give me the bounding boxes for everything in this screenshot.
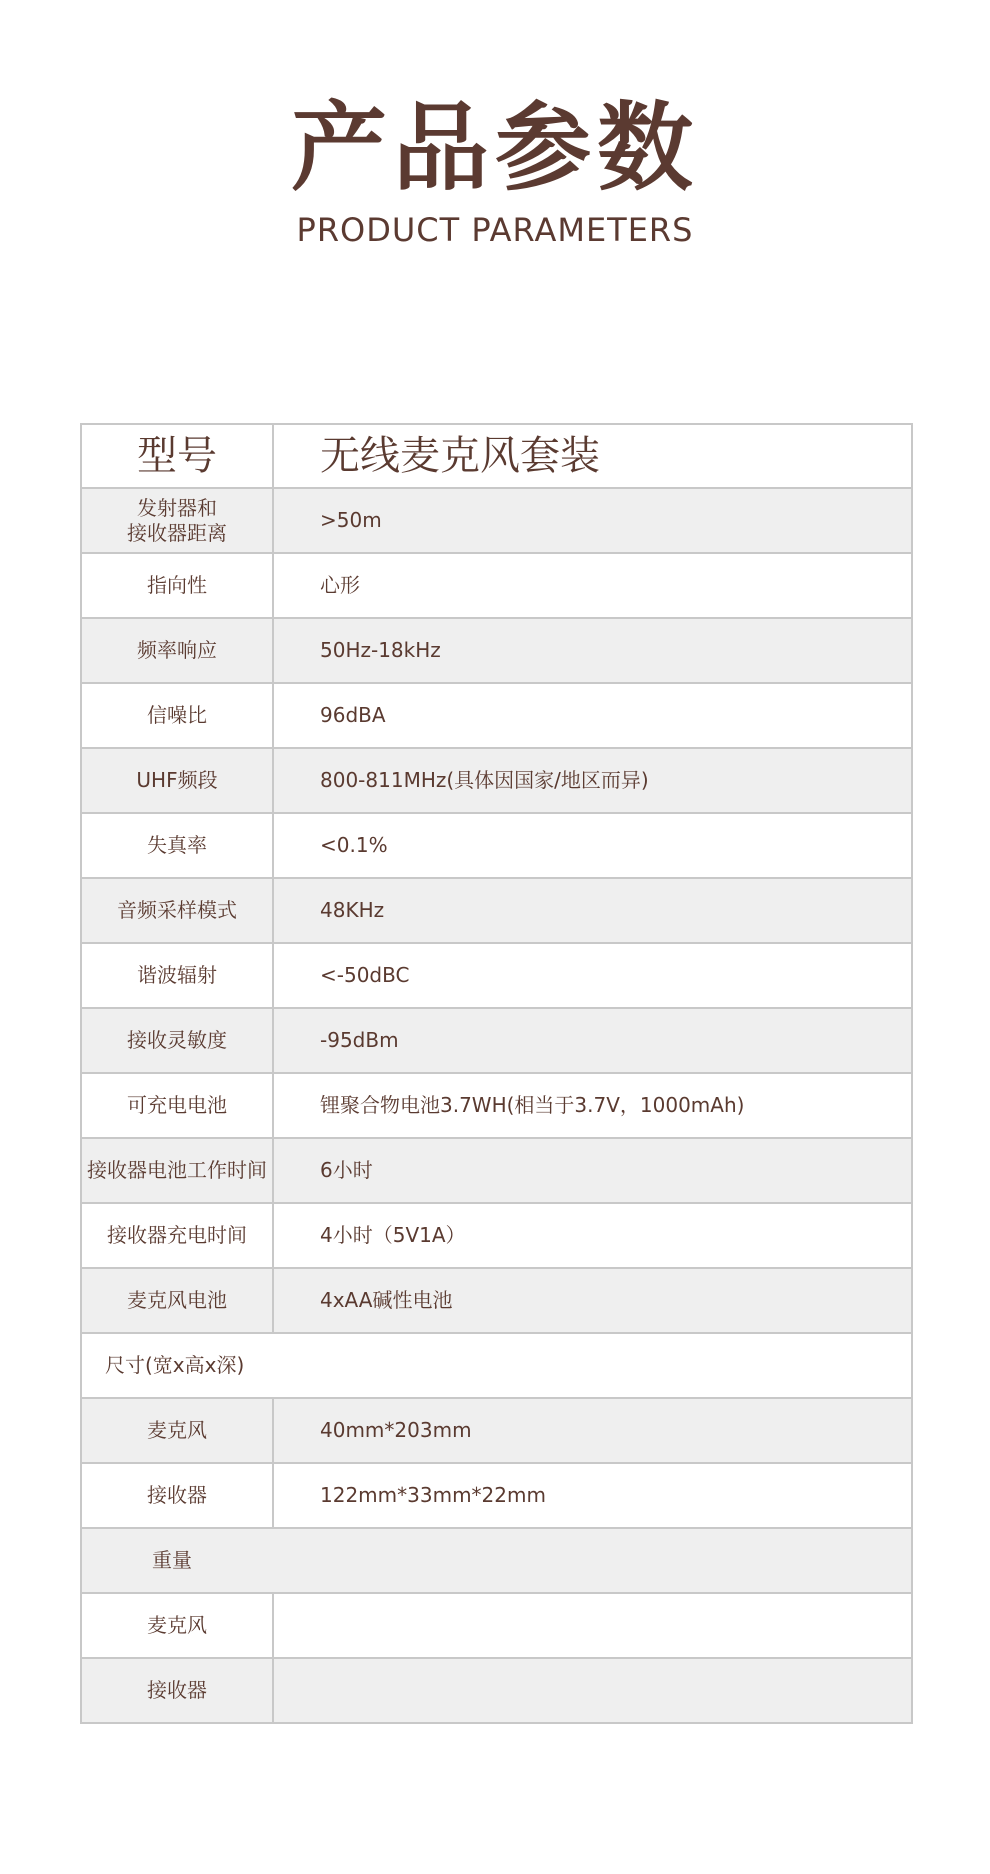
row-value xyxy=(273,1658,912,1723)
table-row xyxy=(81,488,912,553)
row-value: -95dBm xyxy=(273,1008,912,1073)
row-label-line: 发射器和 xyxy=(137,495,217,520)
row-value: 122mm*33mm*22mm xyxy=(273,1463,912,1528)
table-row xyxy=(81,1073,912,1138)
row-value xyxy=(273,1593,912,1658)
row-value: 800-811MHz(具体因国家/地区而异) xyxy=(273,748,912,813)
row-value: 心形 xyxy=(273,553,912,618)
model-label: 型号 xyxy=(81,424,273,488)
row-value: 4xAA碱性电池 xyxy=(273,1268,912,1333)
table-row-model xyxy=(81,424,912,488)
table-row xyxy=(81,1463,912,1528)
row-label: 麦克风 xyxy=(81,1593,273,1658)
section-row-dimensions xyxy=(81,1333,912,1398)
row-label-line: 接收器距离 xyxy=(127,520,227,545)
table-row xyxy=(81,1203,912,1268)
section-label-weight: 重量 xyxy=(81,1528,912,1593)
row-label: 接收灵敏度 xyxy=(81,1008,273,1073)
table-row xyxy=(81,943,912,1008)
row-label: 可充电电池 xyxy=(81,1073,273,1138)
row-label xyxy=(81,488,273,553)
row-label: UHF频段 xyxy=(81,748,273,813)
row-label: 接收器 xyxy=(81,1463,273,1528)
row-value: <-50dBC xyxy=(273,943,912,1008)
row-value: >50m xyxy=(273,488,912,553)
row-value: 锂聚合物电池3.7WH(相当于3.7V，1000mAh) xyxy=(273,1073,912,1138)
row-label: 音频采样模式 xyxy=(81,878,273,943)
table-row xyxy=(81,683,912,748)
row-value: 6小时 xyxy=(273,1138,912,1203)
row-label: 麦克风电池 xyxy=(81,1268,273,1333)
table-row xyxy=(81,553,912,618)
row-value: <0.1% xyxy=(273,813,912,878)
model-value: 无线麦克风套装 xyxy=(273,424,912,488)
spec-table xyxy=(80,423,913,1724)
table-row xyxy=(81,1268,912,1333)
row-value: 4小时（5V1A） xyxy=(273,1203,912,1268)
row-label: 信噪比 xyxy=(81,683,273,748)
row-value: 50Hz-18kHz xyxy=(273,618,912,683)
row-value: 96dBA xyxy=(273,683,912,748)
row-label: 接收器电池工作时间 xyxy=(81,1138,273,1203)
row-label: 接收器充电时间 xyxy=(81,1203,273,1268)
row-label: 指向性 xyxy=(81,553,273,618)
table-row xyxy=(81,878,912,943)
section-row-weight xyxy=(81,1528,912,1593)
table-row xyxy=(81,748,912,813)
row-label: 谐波辐射 xyxy=(81,943,273,1008)
table-row xyxy=(81,1008,912,1073)
table-row xyxy=(81,1593,912,1658)
row-value: 40mm*203mm xyxy=(273,1398,912,1463)
row-label: 接收器 xyxy=(81,1658,273,1723)
row-value: 48KHz xyxy=(273,878,912,943)
row-label: 麦克风 xyxy=(81,1398,273,1463)
page-subtitle: PRODUCT PARAMETERS xyxy=(296,211,694,249)
row-label: 失真率 xyxy=(81,813,273,878)
table-row xyxy=(81,813,912,878)
table-row xyxy=(81,1658,912,1723)
table-row xyxy=(81,618,912,683)
page-title: 产品参数 xyxy=(291,92,699,204)
table-row xyxy=(81,1398,912,1463)
row-label: 频率响应 xyxy=(81,618,273,683)
section-label-dimensions: 尺寸(宽x高x深) xyxy=(81,1333,912,1398)
table-row xyxy=(81,1138,912,1203)
